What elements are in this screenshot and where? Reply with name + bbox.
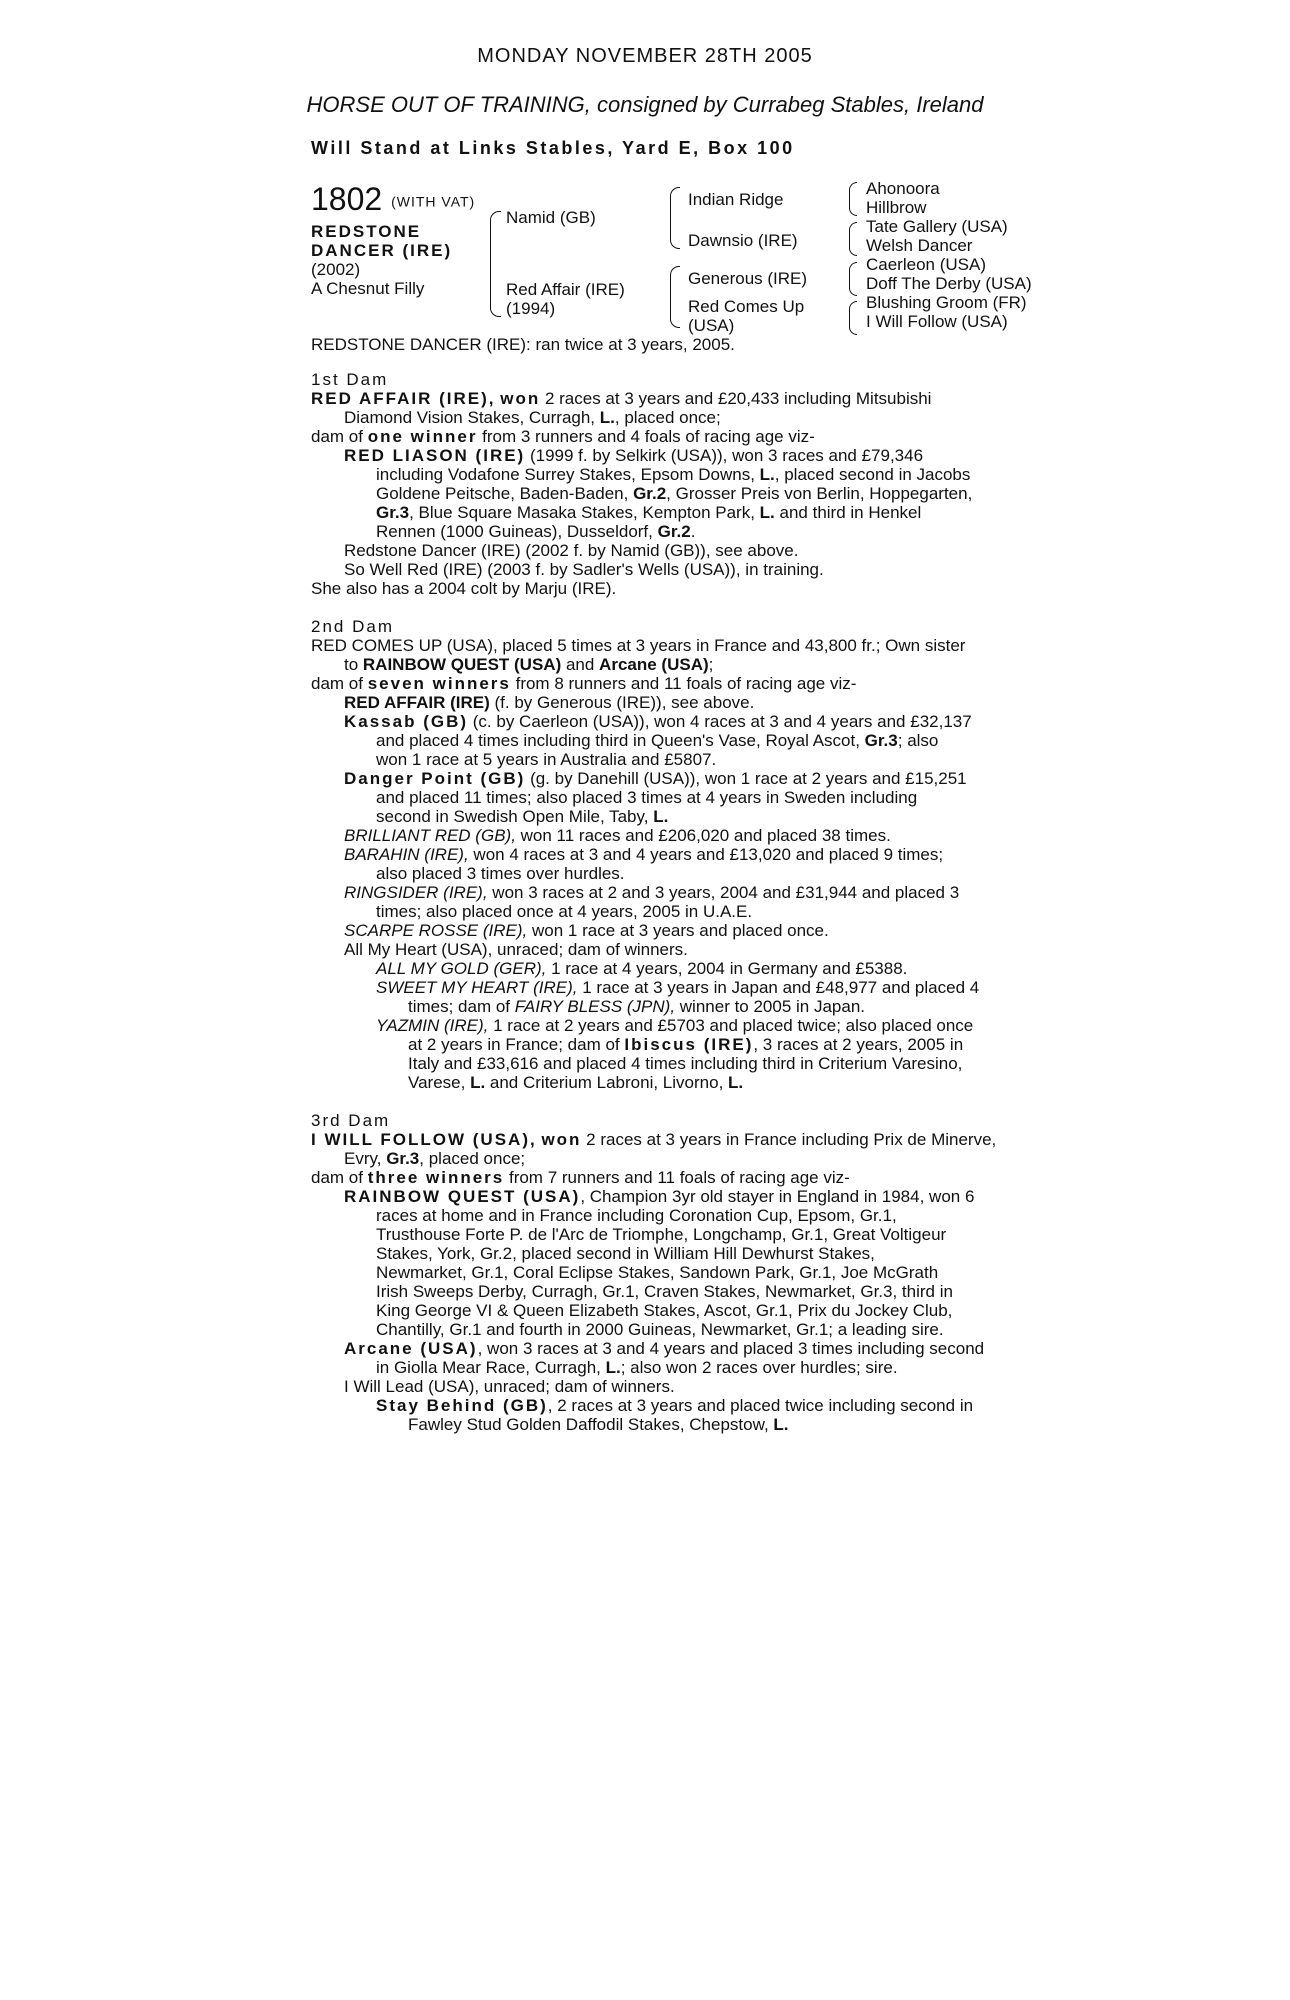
text-segment: L. bbox=[653, 807, 669, 826]
first-dam-line bbox=[311, 503, 1151, 522]
text-segment: 1 race at 2 years and £5703 and placed twice; also placed once bbox=[488, 1016, 974, 1035]
third-dam-heading: 3rd Dam bbox=[311, 1111, 391, 1130]
horse-description: A Chesnut Filly bbox=[311, 279, 425, 298]
text-segment: , 3 races at 2 years, 2005 in bbox=[753, 1035, 964, 1054]
second-dam-line bbox=[311, 1035, 1151, 1054]
text-segment: , placed once; bbox=[614, 408, 721, 427]
third-dam-line bbox=[311, 1415, 1151, 1434]
text-segment: Varese, bbox=[408, 1073, 471, 1092]
pedigree-brace-g34 bbox=[849, 222, 857, 256]
text-segment: times; dam of bbox=[408, 997, 515, 1016]
text-segment: ; also won 2 races over hurdles; sire. bbox=[620, 1358, 898, 1377]
text-segment: in Giolla Mear Race, Curragh, bbox=[376, 1358, 606, 1377]
second-dam-line bbox=[311, 807, 1151, 826]
first-dam-line: Redstone Dancer (IRE) (2002 f. by Namid (GB)), see above. bbox=[344, 541, 799, 560]
pedigree-sire: Namid (GB) bbox=[506, 208, 596, 227]
text-segment: dam of bbox=[311, 674, 368, 693]
text-segment: won bbox=[541, 1130, 582, 1149]
text-segment: RAINBOW QUEST (USA) bbox=[344, 1187, 581, 1206]
text-segment: Arcane (USA) bbox=[599, 655, 709, 674]
text-segment: second in Swedish Open Mile, Taby, bbox=[376, 807, 654, 826]
text-segment: Gr.2 bbox=[657, 522, 691, 541]
text-segment: , Blue Square Masaka Stakes, Kempton Park, bbox=[409, 503, 760, 522]
pedigree-dam: Red Affair (IRE) (1994) bbox=[506, 280, 625, 318]
text-segment: RAINBOW QUEST (USA) bbox=[362, 655, 562, 674]
text-segment: seven winners bbox=[367, 674, 511, 693]
text-segment: from 3 runners and 4 foals of racing age viz- bbox=[477, 427, 815, 446]
third-dam-line: Chantilly, Gr.1 and fourth in 2000 Guineas, Newmarket, Gr.1; a leading sire. bbox=[376, 1320, 944, 1339]
sale-date: MONDAY NOVEMBER 28TH 2005 bbox=[477, 45, 813, 67]
third-dam-line bbox=[311, 1339, 1151, 1358]
first-dam-line bbox=[311, 522, 1151, 541]
third-dam-line: Irish Sweeps Derby, Curragh, Gr.1, Craven Stakes, Newmarket, Gr.3, third in bbox=[376, 1282, 953, 1301]
pedigree-brace-sire bbox=[670, 187, 680, 249]
text-segment: Arcane (USA) bbox=[344, 1339, 478, 1358]
foaling-year: (2002) bbox=[311, 260, 361, 279]
third-dam-line bbox=[311, 1130, 1151, 1149]
text-segment: including Vodafone Surrey Stakes, Epsom Downs, bbox=[376, 465, 760, 484]
horse-name-line2: DANCER (IRE) bbox=[311, 241, 453, 260]
pedigree-notes bbox=[311, 370, 1151, 1434]
vat-note: (WITH VAT) bbox=[391, 193, 476, 210]
second-dam-line: All My Heart (USA), unraced; dam of winners. bbox=[344, 940, 688, 959]
second-dam-line bbox=[311, 883, 1151, 902]
text-segment: dam of bbox=[311, 427, 368, 446]
third-dam-line bbox=[311, 1168, 1151, 1187]
text-segment: 1 race at 4 years, 2004 in Germany and £5388. bbox=[546, 959, 908, 978]
text-segment: SCARPE ROSSE (IRE), bbox=[344, 921, 528, 940]
text-segment: won 1 race at 3 years and placed once. bbox=[527, 921, 829, 940]
text-segment: , placed once; bbox=[419, 1149, 526, 1168]
text-segment: L. bbox=[759, 465, 775, 484]
text-segment: Fawley Stud Golden Daffodil Stakes, Chepstow, bbox=[408, 1415, 774, 1434]
text-segment: RINGSIDER (IRE), bbox=[344, 883, 488, 902]
text-segment: Gr.3 bbox=[386, 1149, 420, 1168]
text-segment: L. bbox=[759, 503, 775, 522]
text-segment: Stay Behind (GB) bbox=[376, 1396, 548, 1415]
pedigree-ancestors: Ahonoora Hillbrow Tate Gallery (USA) Welsh Dancer Caerleon (USA) Doff The Derby (USA) Blushing Groom (FR) I Will Follow (USA) bbox=[866, 179, 1032, 331]
first-dam-line bbox=[311, 408, 1151, 427]
first-dam-line bbox=[311, 446, 1151, 465]
third-dam-line bbox=[311, 1149, 1151, 1168]
first-dam-line bbox=[311, 465, 1151, 484]
second-dam-line bbox=[311, 712, 1151, 731]
pedigree-sire-dam: Dawnsio (IRE) bbox=[688, 231, 798, 250]
second-dam-line: also placed 3 times over hurdles. bbox=[376, 864, 625, 883]
third-dam-line: Trusthouse Forte P. de l'Arc de Triomphe, Longchamp, Gr.1, Great Voltigeur bbox=[376, 1225, 947, 1244]
second-dam-line bbox=[311, 1073, 1151, 1092]
text-segment: won 11 races and £206,020 and placed 38 times. bbox=[515, 826, 891, 845]
text-segment: FAIRY BLESS (JPN), bbox=[514, 997, 676, 1016]
text-segment: , Champion 3yr old stayer in England in 1984, won 6 bbox=[580, 1187, 975, 1206]
text-segment: (1999 f. by Selkirk (USA)), won 3 races and £79,346 bbox=[525, 446, 924, 465]
text-segment: at 2 years in France; dam of bbox=[408, 1035, 625, 1054]
text-segment: 2 races at 3 years and £20,433 including Mitsubishi bbox=[544, 389, 932, 408]
horse-identity bbox=[311, 222, 452, 298]
text-segment: 1802 bbox=[311, 181, 383, 217]
text-segment: Rennen (1000 Guineas), Dusseldorf, bbox=[376, 522, 658, 541]
second-dam-line: RED COMES UP (USA), placed 5 times at 3 years in France and 43,800 fr.; Own sister bbox=[311, 636, 966, 655]
text-segment: (c. by Caerleon (USA)), won 4 races at 3 and 4 years and £32,137 bbox=[468, 712, 972, 731]
stand-location: Will Stand at Links Stables, Yard E, Box 100 bbox=[311, 138, 795, 158]
consignment-line: HORSE OUT OF TRAINING, consigned by Currabeg Stables, Ireland bbox=[306, 92, 984, 117]
text-segment: L. bbox=[605, 1358, 621, 1377]
text-segment: . bbox=[690, 522, 696, 541]
third-dam-line: races at home and in France including Coronation Cup, Epsom, Gr.1, bbox=[376, 1206, 897, 1225]
third-dam-line bbox=[311, 1396, 1151, 1415]
second-dam-line bbox=[311, 674, 1151, 693]
text-segment: , placed second in Jacobs bbox=[774, 465, 971, 484]
text-segment: ; bbox=[708, 655, 714, 674]
text-segment: Kassab (GB) bbox=[344, 712, 469, 731]
text-segment: one winner bbox=[367, 427, 478, 446]
pedigree-brace-dam bbox=[670, 266, 680, 328]
text-segment: won 3 races at 2 and 3 years, 2004 and £31,944 and placed 3 bbox=[487, 883, 960, 902]
second-dam-line bbox=[311, 997, 1151, 1016]
text-segment: (g. by Danehill (USA)), won 1 race at 2 years and £15,251 bbox=[525, 769, 967, 788]
horse-name-line1: REDSTONE bbox=[311, 222, 422, 241]
first-dam-line bbox=[311, 427, 1151, 446]
text-segment: , 2 races at 3 years and placed twice including second in bbox=[547, 1396, 974, 1415]
third-dam-line bbox=[311, 1187, 1151, 1206]
text-segment: RED LIASON (IRE) bbox=[344, 446, 526, 465]
second-dam-line bbox=[311, 731, 1151, 750]
lot-number bbox=[311, 181, 475, 218]
third-dam-line: King George VI & Queen Elizabeth Stakes, Ascot, Gr.1, Prix du Jockey Club, bbox=[376, 1301, 953, 1320]
second-dam-line bbox=[311, 959, 1151, 978]
text-segment: from 7 runners and 11 foals of racing age viz- bbox=[504, 1168, 850, 1187]
text-segment: L. bbox=[470, 1073, 486, 1092]
text-segment: dam of bbox=[311, 1168, 368, 1187]
pedigree-brace-g56 bbox=[849, 262, 857, 296]
second-dam-line bbox=[311, 693, 1151, 712]
text-segment: Diamond Vision Stakes, Curragh, bbox=[344, 408, 600, 427]
text-segment: 1 race at 3 years in Japan and £48,977 and placed 4 bbox=[577, 978, 980, 997]
second-dam-line bbox=[311, 921, 1151, 940]
text-segment: and bbox=[561, 655, 600, 674]
text-segment: SWEET MY HEART (IRE), bbox=[376, 978, 578, 997]
text-segment: and placed 4 times including third in Queen's Vase, Royal Ascot, bbox=[376, 731, 865, 750]
pedigree-dam-dam: Red Comes Up (USA) bbox=[688, 297, 805, 335]
first-dam-heading: 1st Dam bbox=[311, 370, 389, 389]
text-segment: RED AFFAIR (IRE), bbox=[311, 389, 496, 408]
pedigree-brace-g78 bbox=[849, 301, 857, 335]
second-dam-line: and placed 11 times; also placed 3 times at 4 years in Sweden including bbox=[376, 788, 918, 807]
text-segment: I WILL FOLLOW (USA), bbox=[311, 1130, 537, 1149]
text-segment: L. bbox=[599, 408, 615, 427]
first-dam-line bbox=[311, 484, 1151, 503]
text-segment: YAZMIN (IRE), bbox=[376, 1016, 489, 1035]
text-segment: won 4 races at 3 and 4 years and £13,020 and placed 9 times; bbox=[468, 845, 944, 864]
text-segment: Goldene Peitsche, Baden-Baden, bbox=[376, 484, 634, 503]
text-segment: winner to 2005 in Japan. bbox=[675, 997, 866, 1016]
text-segment: L. bbox=[773, 1415, 789, 1434]
pedigree-brace-main bbox=[490, 211, 501, 317]
text-segment: BRILLIANT RED (GB), bbox=[344, 826, 516, 845]
second-dam-line bbox=[311, 655, 1151, 674]
second-dam-line: won 1 race at 5 years in Australia and £5807. bbox=[376, 750, 717, 769]
text-segment: to bbox=[344, 655, 363, 674]
pedigree-sire-sire: Indian Ridge bbox=[688, 190, 784, 209]
second-dam-heading: 2nd Dam bbox=[311, 617, 394, 636]
text-segment: ; also bbox=[897, 731, 939, 750]
text-segment: Gr.3 bbox=[376, 503, 410, 522]
text-segment: Gr.2 bbox=[633, 484, 667, 503]
second-dam-line bbox=[311, 769, 1151, 788]
text-segment: three winners bbox=[367, 1168, 505, 1187]
first-dam-line: So Well Red (IRE) (2003 f. by Sadler's Wells (USA)), in training. bbox=[344, 560, 824, 579]
first-dam-line: She also has a 2004 colt by Marju (IRE). bbox=[311, 579, 617, 598]
text-segment: (f. by Generous (IRE)), see above. bbox=[489, 693, 755, 712]
second-dam-line bbox=[311, 978, 1151, 997]
text-segment: 2 races at 3 years in France including Prix de Minerve, bbox=[581, 1130, 997, 1149]
second-dam-line bbox=[311, 845, 1151, 864]
text-segment: BARAHIN (IRE), bbox=[344, 845, 469, 864]
second-dam-line bbox=[311, 1016, 1151, 1035]
pedigree-dam-sire: Generous (IRE) bbox=[688, 269, 808, 288]
text-segment: Gr.3 bbox=[864, 731, 898, 750]
text-segment: and third in Henkel bbox=[774, 503, 922, 522]
text-segment: Ibiscus (IRE) bbox=[624, 1035, 754, 1054]
third-dam-line bbox=[311, 1358, 1151, 1377]
second-dam-line: Italy and £33,616 and placed 4 times including third in Criterium Varesino, bbox=[408, 1054, 963, 1073]
text-segment: won bbox=[500, 389, 541, 408]
text-segment: , won 3 races at 3 and 4 years and placed 3 times including second bbox=[477, 1339, 985, 1358]
pedigree-brace-g12 bbox=[849, 182, 857, 216]
text-segment: Danger Point (GB) bbox=[344, 769, 526, 788]
second-dam-line bbox=[311, 826, 1151, 845]
text-segment: Evry, bbox=[344, 1149, 387, 1168]
text-segment: ALL MY GOLD (GER), bbox=[376, 959, 547, 978]
text-segment: and Criterium Labroni, Livorno, bbox=[485, 1073, 729, 1092]
first-dam-line bbox=[311, 389, 1151, 408]
third-dam-line: I Will Lead (USA), unraced; dam of winners. bbox=[344, 1377, 675, 1396]
third-dam-line: Stakes, York, Gr.2, placed second in William Hill Dewhurst Stakes, bbox=[376, 1244, 875, 1263]
text-segment: , Grosser Preis von Berlin, Hoppegarten, bbox=[666, 484, 973, 503]
text-segment: L. bbox=[728, 1073, 744, 1092]
text-segment: RED AFFAIR (IRE) bbox=[344, 693, 490, 712]
text-segment: from 8 runners and 11 foals of racing age viz- bbox=[510, 674, 857, 693]
third-dam-line: Newmarket, Gr.1, Coral Eclipse Stakes, Sandown Park, Gr.1, Joe McGrath bbox=[376, 1263, 939, 1282]
second-dam-line: times; also placed once at 4 years, 2005 in U.A.E. bbox=[376, 902, 753, 921]
race-record: REDSTONE DANCER (IRE): ran twice at 3 years, 2005. bbox=[311, 335, 735, 354]
